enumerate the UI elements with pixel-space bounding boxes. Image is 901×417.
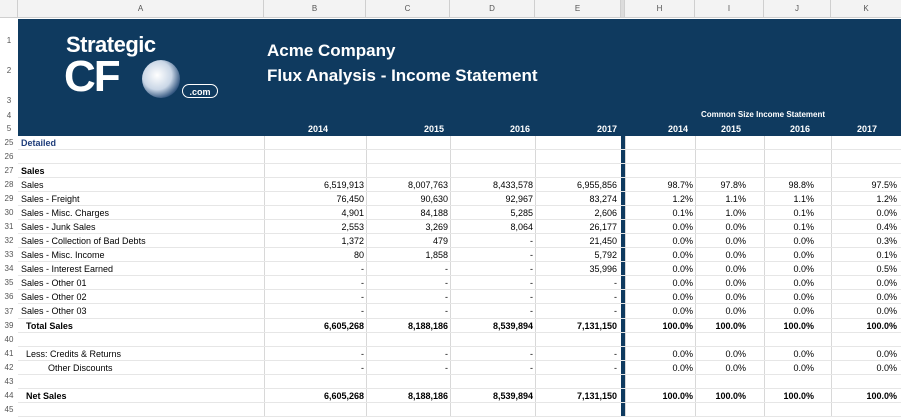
percent-cell[interactable]: 0.0% bbox=[725, 236, 746, 246]
percent-cell[interactable]: 0.0% bbox=[876, 306, 897, 316]
value-cell[interactable] bbox=[535, 164, 617, 178]
value-cell[interactable]: - bbox=[530, 349, 533, 359]
row-header-1[interactable]: 1 bbox=[6, 36, 12, 45]
row-label-cell[interactable]: Net Sales bbox=[26, 391, 67, 401]
percent-cell[interactable] bbox=[695, 375, 746, 389]
column-header-c[interactable]: C bbox=[366, 0, 450, 18]
value-cell[interactable]: 2,606 bbox=[594, 208, 617, 218]
row-header[interactable]: 32 bbox=[4, 236, 14, 245]
percent-cell[interactable]: 0.1% bbox=[672, 208, 693, 218]
value-cell[interactable] bbox=[535, 403, 617, 417]
row-header[interactable]: 42 bbox=[4, 363, 14, 372]
column-header-i[interactable]: I bbox=[695, 0, 764, 18]
row-header[interactable]: 25 bbox=[4, 138, 14, 147]
percent-cell[interactable] bbox=[695, 333, 746, 347]
percent-cell[interactable]: 0.0% bbox=[876, 208, 897, 218]
column-header-e[interactable]: E bbox=[535, 0, 621, 18]
row-label-cell[interactable] bbox=[21, 375, 264, 389]
column-header-b[interactable]: B bbox=[264, 0, 366, 18]
row-header[interactable]: 45 bbox=[4, 405, 14, 414]
year-header-2015: 2015 bbox=[423, 124, 444, 134]
value-cell[interactable]: 8,064 bbox=[510, 222, 533, 232]
percent-cell[interactable]: 1.2% bbox=[672, 194, 693, 204]
percent-cell[interactable]: 0.0% bbox=[876, 363, 897, 373]
value-cell[interactable] bbox=[366, 150, 448, 164]
row-header[interactable]: 41 bbox=[4, 349, 14, 358]
value-cell[interactable]: - bbox=[614, 349, 617, 359]
percent-cell[interactable]: 0.0% bbox=[672, 363, 693, 373]
corner-cell[interactable] bbox=[0, 0, 18, 18]
value-cell[interactable]: - bbox=[614, 292, 617, 302]
row-header[interactable]: 27 bbox=[4, 166, 14, 175]
percent-cell[interactable] bbox=[764, 375, 814, 389]
percent-cell[interactable] bbox=[695, 164, 746, 178]
value-cell[interactable] bbox=[535, 375, 617, 389]
value-cell[interactable]: 8,539,894 bbox=[492, 391, 533, 401]
year-header-2014: 2014 bbox=[307, 124, 328, 134]
value-cell[interactable] bbox=[535, 333, 617, 347]
percent-cell[interactable]: 0.0% bbox=[793, 292, 814, 302]
percent-cell[interactable]: 0.0% bbox=[876, 349, 897, 359]
row-header-5[interactable]: 5 bbox=[6, 124, 12, 133]
row-label-cell[interactable] bbox=[21, 150, 264, 164]
value-cell[interactable] bbox=[535, 150, 617, 164]
row-header[interactable]: 33 bbox=[4, 250, 14, 259]
value-cell[interactable]: - bbox=[530, 236, 533, 246]
value-cell[interactable]: - bbox=[530, 250, 533, 260]
value-cell[interactable] bbox=[450, 333, 533, 347]
value-cell[interactable]: 84,188 bbox=[420, 208, 448, 218]
row-label-cell[interactable]: Sales - Misc. Income bbox=[21, 250, 105, 260]
percent-cell[interactable]: 0.5% bbox=[876, 264, 897, 274]
percent-cell[interactable] bbox=[695, 403, 746, 417]
row-label-cell[interactable]: Sales bbox=[21, 166, 45, 176]
value-cell[interactable] bbox=[535, 136, 617, 150]
year-header-2017: 2017 bbox=[596, 124, 617, 134]
row-label-cell[interactable]: Sales - Other 01 bbox=[21, 278, 87, 288]
value-cell[interactable] bbox=[264, 403, 364, 417]
row-label-cell[interactable]: Sales - Collection of Bad Debts bbox=[21, 236, 146, 246]
row-header[interactable]: 30 bbox=[4, 208, 14, 217]
percent-cell[interactable]: 0.1% bbox=[876, 250, 897, 260]
value-cell[interactable]: - bbox=[445, 292, 448, 302]
column-header-a[interactable]: A bbox=[18, 0, 264, 18]
value-cell[interactable] bbox=[264, 333, 364, 347]
value-cell[interactable] bbox=[450, 403, 533, 417]
sheet-grid[interactable] bbox=[0, 136, 901, 417]
column-header-d[interactable]: D bbox=[450, 0, 535, 18]
percent-cell[interactable]: 0.0% bbox=[725, 292, 746, 302]
percent-cell[interactable]: 0.0% bbox=[725, 306, 746, 316]
percent-cell[interactable]: 0.0% bbox=[876, 278, 897, 288]
percent-cell[interactable]: 0.1% bbox=[793, 222, 814, 232]
value-cell[interactable]: - bbox=[614, 363, 617, 373]
percent-cell[interactable] bbox=[625, 164, 693, 178]
value-cell[interactable]: 90,630 bbox=[420, 194, 448, 204]
value-cell[interactable]: 6,605,268 bbox=[323, 321, 364, 331]
row-label-cell[interactable]: Sales - Interest Earned bbox=[21, 264, 114, 274]
value-cell[interactable]: - bbox=[361, 349, 364, 359]
percent-cell[interactable]: 100.0% bbox=[715, 391, 746, 401]
percent-cell[interactable]: 0.0% bbox=[672, 222, 693, 232]
row-label-cell[interactable]: Sales - Other 02 bbox=[21, 292, 87, 302]
percent-cell[interactable]: 0.0% bbox=[672, 236, 693, 246]
company-title: Acme Company bbox=[267, 41, 396, 60]
row-header-3[interactable]: 3 bbox=[6, 96, 12, 105]
percent-cell[interactable]: 0.0% bbox=[876, 292, 897, 302]
value-cell[interactable]: - bbox=[361, 264, 364, 274]
percent-cell[interactable]: 98.8% bbox=[788, 180, 814, 190]
row-label-cell[interactable]: Sales bbox=[21, 180, 44, 190]
percent-cell[interactable]: 97.8% bbox=[720, 180, 746, 190]
logo-domain-badge: .com bbox=[182, 84, 218, 98]
percent-cell[interactable] bbox=[831, 375, 897, 389]
percent-cell[interactable] bbox=[831, 150, 897, 164]
value-cell[interactable]: 76,450 bbox=[336, 194, 364, 204]
value-cell[interactable] bbox=[366, 164, 448, 178]
value-cell[interactable]: - bbox=[445, 363, 448, 373]
value-cell[interactable]: 2,553 bbox=[341, 222, 364, 232]
value-cell[interactable]: 5,285 bbox=[510, 208, 533, 218]
row-header[interactable]: 44 bbox=[4, 391, 14, 400]
percent-cell[interactable]: 1.1% bbox=[793, 194, 814, 204]
row-header[interactable]: 34 bbox=[4, 264, 14, 273]
row-header[interactable]: 43 bbox=[4, 377, 14, 386]
value-cell[interactable]: 7,131,150 bbox=[576, 321, 617, 331]
value-cell[interactable]: 8,539,894 bbox=[492, 321, 533, 331]
value-cell[interactable]: 80 bbox=[353, 250, 364, 260]
percent-cell[interactable]: 0.0% bbox=[672, 278, 693, 288]
value-cell[interactable]: 8,188,186 bbox=[407, 321, 448, 331]
row-label-cell[interactable]: Sales - Other 03 bbox=[21, 306, 87, 316]
value-cell[interactable]: 6,955,856 bbox=[576, 180, 617, 190]
row-label-cell[interactable]: Total Sales bbox=[26, 321, 73, 331]
row-header-4[interactable]: 4 bbox=[6, 111, 12, 120]
value-cell[interactable]: 6,605,268 bbox=[323, 391, 364, 401]
value-cell[interactable]: 8,007,763 bbox=[407, 180, 448, 190]
value-cell[interactable] bbox=[366, 333, 448, 347]
percent-cell[interactable]: 0.1% bbox=[793, 208, 814, 218]
percent-cell[interactable]: 0.0% bbox=[672, 292, 693, 302]
percent-cell[interactable] bbox=[831, 333, 897, 347]
row-label-cell[interactable]: Less: Credits & Returns bbox=[26, 349, 122, 359]
globe-icon bbox=[142, 60, 180, 98]
value-cell[interactable]: 26,177 bbox=[589, 222, 617, 232]
value-cell[interactable] bbox=[450, 375, 533, 389]
percent-cell[interactable] bbox=[764, 333, 814, 347]
cs-year-header-2015: 2015 bbox=[720, 124, 741, 134]
row-header[interactable]: 31 bbox=[4, 222, 14, 231]
row-header[interactable]: 28 bbox=[4, 180, 14, 189]
value-cell[interactable] bbox=[450, 150, 533, 164]
percent-cell[interactable]: 100.0% bbox=[715, 321, 746, 331]
percent-cell[interactable] bbox=[625, 375, 693, 389]
value-cell[interactable]: 6,519,913 bbox=[323, 180, 364, 190]
percent-cell[interactable] bbox=[831, 136, 897, 150]
percent-cell[interactable] bbox=[625, 403, 693, 417]
percent-cell[interactable] bbox=[831, 164, 897, 178]
percent-cell[interactable] bbox=[625, 333, 693, 347]
percent-cell[interactable]: 0.0% bbox=[725, 222, 746, 232]
row-header[interactable]: 40 bbox=[4, 335, 14, 344]
percent-cell[interactable] bbox=[831, 403, 897, 417]
value-cell[interactable]: - bbox=[530, 278, 533, 288]
percent-cell[interactable]: 100.0% bbox=[662, 321, 693, 331]
value-cell[interactable] bbox=[264, 164, 364, 178]
value-cell[interactable]: - bbox=[445, 264, 448, 274]
percent-cell[interactable]: 0.0% bbox=[672, 264, 693, 274]
logo-text-strategic: Strategic bbox=[66, 32, 156, 57]
column-header-h[interactable]: H bbox=[625, 0, 695, 18]
percent-cell[interactable]: 0.0% bbox=[793, 363, 814, 373]
cs-year-header-2014: 2014 bbox=[667, 124, 688, 134]
percent-cell[interactable]: 100.0% bbox=[866, 391, 897, 401]
percent-cell[interactable] bbox=[625, 136, 693, 150]
value-cell[interactable]: 21,450 bbox=[589, 236, 617, 246]
value-cell[interactable] bbox=[450, 164, 533, 178]
row-header-2[interactable]: 2 bbox=[6, 66, 12, 75]
percent-cell[interactable]: 0.0% bbox=[793, 306, 814, 316]
value-cell[interactable]: - bbox=[361, 292, 364, 302]
cs-year-header-2017: 2017 bbox=[856, 124, 877, 134]
value-cell[interactable] bbox=[264, 136, 364, 150]
logo-text-cf: CF bbox=[64, 52, 119, 101]
percent-cell[interactable]: 0.3% bbox=[876, 236, 897, 246]
percent-cell[interactable]: 0.0% bbox=[672, 349, 693, 359]
row-label-cell[interactable]: Other Discounts bbox=[48, 363, 113, 373]
row-header[interactable]: 39 bbox=[4, 321, 14, 330]
value-cell[interactable]: 3,269 bbox=[425, 222, 448, 232]
value-cell[interactable]: - bbox=[530, 306, 533, 316]
percent-cell[interactable]: 1.1% bbox=[725, 194, 746, 204]
row-label-cell[interactable]: Detailed bbox=[21, 138, 57, 148]
percent-cell[interactable]: 0.0% bbox=[672, 306, 693, 316]
percent-cell[interactable]: 0.0% bbox=[793, 250, 814, 260]
value-cell[interactable]: - bbox=[361, 306, 364, 316]
percent-cell[interactable]: 100.0% bbox=[783, 391, 814, 401]
percent-cell[interactable] bbox=[764, 136, 814, 150]
value-cell[interactable]: 35,996 bbox=[589, 264, 617, 274]
percent-cell[interactable] bbox=[625, 150, 693, 164]
value-cell[interactable] bbox=[366, 403, 448, 417]
common-size-label: Common Size Income Statement bbox=[700, 110, 826, 119]
percent-cell[interactable]: 1.2% bbox=[876, 194, 897, 204]
value-cell[interactable]: - bbox=[445, 349, 448, 359]
percent-cell[interactable]: 100.0% bbox=[662, 391, 693, 401]
value-cell[interactable]: 8,188,186 bbox=[407, 391, 448, 401]
percent-cell[interactable]: 98.7% bbox=[667, 180, 693, 190]
percent-cell[interactable] bbox=[764, 150, 814, 164]
value-cell[interactable]: - bbox=[614, 306, 617, 316]
value-cell[interactable] bbox=[450, 136, 533, 150]
value-cell[interactable]: - bbox=[361, 278, 364, 288]
row-header[interactable]: 36 bbox=[4, 292, 14, 301]
value-cell[interactable]: 5,792 bbox=[594, 250, 617, 260]
percent-cell[interactable]: 0.0% bbox=[725, 349, 746, 359]
column-header-j[interactable]: J bbox=[764, 0, 831, 18]
percent-cell[interactable]: 0.0% bbox=[793, 278, 814, 288]
percent-cell[interactable] bbox=[695, 136, 746, 150]
percent-cell[interactable] bbox=[764, 403, 814, 417]
percent-cell[interactable]: 0.0% bbox=[725, 278, 746, 288]
value-cell[interactable]: - bbox=[530, 292, 533, 302]
cs-year-header-2016: 2016 bbox=[789, 124, 810, 134]
value-cell[interactable]: 8,433,578 bbox=[492, 180, 533, 190]
value-cell[interactable]: - bbox=[361, 363, 364, 373]
report-title: Flux Analysis - Income Statement bbox=[267, 66, 538, 85]
percent-cell[interactable]: 0.4% bbox=[876, 222, 897, 232]
value-cell[interactable]: 92,967 bbox=[505, 194, 533, 204]
row-header[interactable]: 35 bbox=[4, 278, 14, 287]
value-cell[interactable]: - bbox=[530, 363, 533, 373]
row-label-cell[interactable] bbox=[21, 403, 264, 417]
row-header[interactable]: 26 bbox=[4, 152, 14, 161]
percent-cell[interactable]: 0.0% bbox=[793, 349, 814, 359]
value-cell[interactable] bbox=[366, 375, 448, 389]
value-cell[interactable]: 83,274 bbox=[589, 194, 617, 204]
percent-cell[interactable]: 0.0% bbox=[725, 250, 746, 260]
percent-cell[interactable]: 100.0% bbox=[866, 321, 897, 331]
value-cell[interactable]: 7,131,150 bbox=[576, 391, 617, 401]
percent-cell[interactable]: 97.5% bbox=[871, 180, 897, 190]
value-cell[interactable]: 1,858 bbox=[425, 250, 448, 260]
year-header-2016: 2016 bbox=[509, 124, 530, 134]
value-cell[interactable] bbox=[264, 375, 364, 389]
percent-cell[interactable] bbox=[695, 150, 746, 164]
value-cell[interactable]: - bbox=[530, 264, 533, 274]
value-cell[interactable]: - bbox=[614, 278, 617, 288]
value-cell[interactable]: - bbox=[445, 306, 448, 316]
row-label-cell[interactable]: Sales - Misc. Charges bbox=[21, 208, 110, 218]
value-cell[interactable]: 1,372 bbox=[341, 236, 364, 246]
value-cell[interactable]: - bbox=[445, 278, 448, 288]
row-label-cell[interactable] bbox=[21, 333, 264, 347]
percent-cell[interactable] bbox=[764, 164, 814, 178]
value-cell[interactable]: 4,901 bbox=[341, 208, 364, 218]
percent-cell[interactable]: 0.0% bbox=[672, 250, 693, 260]
column-header-k[interactable]: K bbox=[831, 0, 901, 18]
row-label-cell[interactable]: Sales - Freight bbox=[21, 194, 80, 204]
percent-cell[interactable]: 0.0% bbox=[793, 236, 814, 246]
value-cell[interactable] bbox=[366, 136, 448, 150]
percent-cell[interactable]: 0.0% bbox=[793, 264, 814, 274]
row-label-cell[interactable]: Sales - Junk Sales bbox=[21, 222, 96, 232]
row-header[interactable]: 37 bbox=[4, 307, 14, 316]
percent-cell[interactable]: 1.0% bbox=[725, 208, 746, 218]
value-cell[interactable] bbox=[264, 150, 364, 164]
value-cell[interactable]: 479 bbox=[432, 236, 448, 246]
percent-cell[interactable]: 100.0% bbox=[783, 321, 814, 331]
percent-cell[interactable]: 0.0% bbox=[725, 363, 746, 373]
strategic-cfo-logo bbox=[60, 28, 230, 118]
row-header[interactable]: 29 bbox=[4, 194, 14, 203]
percent-cell[interactable]: 0.0% bbox=[725, 264, 746, 274]
